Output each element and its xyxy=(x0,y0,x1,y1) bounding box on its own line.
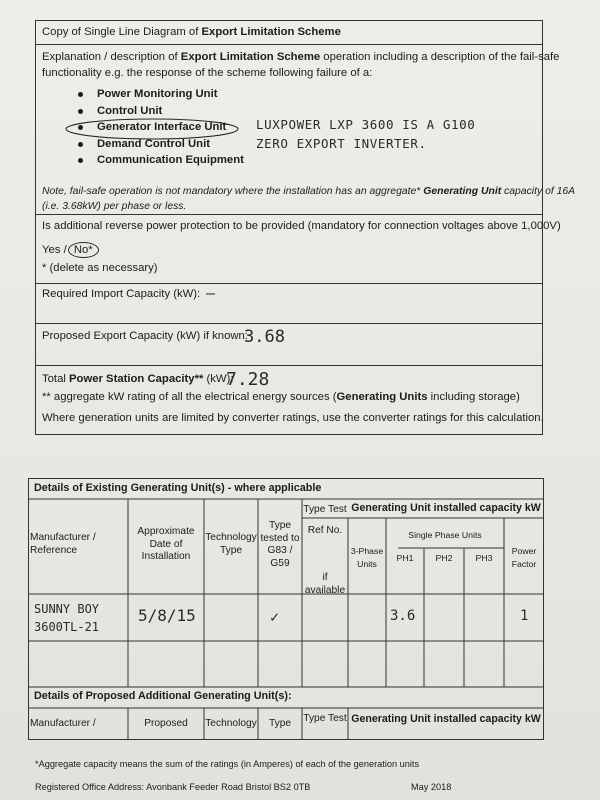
total-capacity-value: 7.28 xyxy=(226,369,270,390)
yes-no-choice xyxy=(42,242,99,258)
col-power-factor: Power Factor xyxy=(511,546,537,569)
col-manufacturer-reference: Manufacturer / Reference xyxy=(30,532,96,556)
col-installed-capacity: Generating Unit installed capacity kW xyxy=(351,502,541,514)
handwritten-note-line-1: LUXPOWER LXP 3600 IS A G100 xyxy=(256,117,476,132)
import-capacity-label: Required Import Capacity (kW): xyxy=(42,288,201,300)
proposed-col-manufacturer: Manufacturer / xyxy=(30,718,96,729)
bullet-control-unit: Control Unit xyxy=(78,103,244,120)
header-section xyxy=(36,21,542,45)
total-capacity-section xyxy=(36,366,542,436)
col-ph3: PH3 xyxy=(475,553,493,563)
proposed-col-proposed: Proposed xyxy=(144,718,188,729)
col-three-phase-units: 3-Phase Units xyxy=(350,546,384,569)
form-date: May 2018 xyxy=(411,782,452,792)
aggregate-footnote: *Aggregate capacity means the sum of the ratings (in Amperes) of each of the generation units xyxy=(35,759,420,769)
row-installation-date: 5/8/15 xyxy=(138,606,196,625)
generating-units-table xyxy=(28,478,544,740)
row-power-factor: 1 xyxy=(520,608,529,624)
import-capacity-value: – xyxy=(206,284,216,302)
failsafe-note-line-2: (i.e. 3.68kW) per phase or less. xyxy=(42,201,187,212)
row-manufacturer-line-2: 3600TL-21 xyxy=(34,620,100,634)
total-capacity-label: Total Power Station Capacity** (kW): xyxy=(42,373,234,385)
converter-note: Where generation units are limited by converter ratings, use the converter ratings for this calculation. xyxy=(42,412,544,424)
reverse-power-section xyxy=(36,215,561,284)
col-ref-no: Ref No. xyxy=(307,525,343,536)
proposed-col-type: Type xyxy=(268,718,292,729)
proposed-col-technology: Technology xyxy=(205,718,257,729)
handwritten-note-line-2: ZERO EXPORT INVERTER. xyxy=(256,136,427,151)
proposed-col-installed-capacity: Generating Unit installed capacity kW xyxy=(351,713,541,725)
explanation-line-2: functionality e.g. the response of the scheme following failure of a: xyxy=(42,67,373,79)
proposed-units-title: Details of Proposed Additional Generating Unit(s): xyxy=(34,690,292,702)
explanation-line-1: Explanation / description of Export Limitation Scheme operation including a description of the fail-safe xyxy=(42,51,560,63)
col-type-test: Type Test xyxy=(303,504,347,515)
row-manufacturer-line-1: SUNNY BOY xyxy=(34,602,100,616)
col-type-tested: Type tested to G83 / G59 xyxy=(260,520,300,569)
header-title: Copy of Single Line Diagram of Export Limitation Scheme xyxy=(42,26,341,38)
import-capacity-section xyxy=(36,284,542,324)
bullet-communication-equipment: Communication Equipment xyxy=(78,152,244,169)
bullet-power-monitoring-unit: Power Monitoring Unit xyxy=(78,86,244,103)
row-type-tested-check: ✓ xyxy=(270,608,280,626)
failsafe-note-line-1: Note, fail-safe operation is not mandatory where the installation has an aggregate* Generating Unit capacity of 16A xyxy=(42,186,576,197)
row-ph1-value: 3.6 xyxy=(390,608,416,624)
proposed-col-type-test: Type Test xyxy=(303,713,347,724)
aggregate-note: ** aggregate kW rating of all the electrical energy sources (Generating Units including storage) xyxy=(42,391,520,403)
handwritten-circle-mark xyxy=(62,117,242,141)
col-single-phase-units: Single Phase Units xyxy=(408,530,482,540)
col-installation-date: Approximate Date of Installation xyxy=(137,526,195,562)
export-limitation-form xyxy=(35,20,576,435)
bullet-demand-control-unit: Demand Control Unit xyxy=(78,136,244,153)
yes-option: Yes / xyxy=(42,244,67,256)
bullet-generator-interface-unit: Generator Interface Unit xyxy=(78,119,244,136)
delete-note: * (delete as necessary) xyxy=(42,262,158,274)
col-ph1: PH1 xyxy=(396,553,414,563)
reverse-power-question: Is additional reverse power protection to be provided (mandatory for connection voltages above 1,000V) xyxy=(42,220,561,232)
registered-office-address: Registered Office Address: Avonbank Feeder Road Bristol BS2 0TB xyxy=(35,782,311,792)
export-capacity-value: 3.68 xyxy=(244,327,285,347)
col-if-available: if available xyxy=(304,572,346,596)
export-capacity-section xyxy=(36,324,542,366)
export-capacity-label: Proposed Export Capacity (kW) if known: xyxy=(42,330,248,342)
col-technology-type: Technology Type xyxy=(205,532,257,556)
existing-units-title: Details of Existing Generating Unit(s) - where applicable xyxy=(34,482,322,494)
no-option: No* xyxy=(68,242,99,258)
col-ph2: PH2 xyxy=(435,553,453,563)
